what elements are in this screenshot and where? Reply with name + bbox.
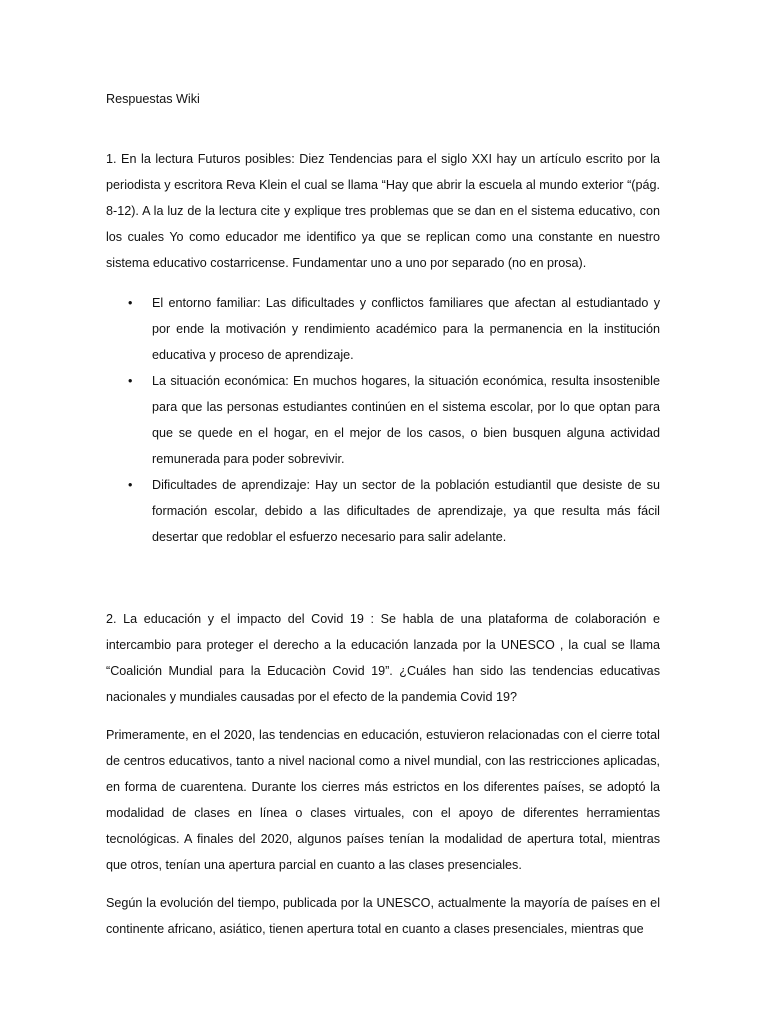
list-item <box>106 290 660 368</box>
problems-list <box>106 290 660 550</box>
list-item <box>106 472 660 550</box>
spacer <box>106 550 660 606</box>
answer-paragraph-1: Primeramente, en el 2020, las tendencias en educación, estuvieron relacionadas con el cierre total de centros educativos, tanto a nivel nacional como a nivel mundial, con las restricciones aplicadas, en forma de cuarentena. Durante los cierres más estrictos en los diferentes países, se adoptó la modalidad de clases en línea o clases virtuales, con el apoyo de diferentes herramientas tecnológicas. A finales del 2020, algunos países tenían la modalidad de apertura total, mientras que otros, tenían una apertura parcial en cuanto a las clases presenciales. <box>106 728 660 872</box>
question-1: 1. En la lectura Futuros posibles: Diez Tendencias para el siglo XXI hay un artículo escrito por la periodista y escritora Reva Klein el cual se llama “Hay que abrir la escuela al mundo exterior “(pág. 8-12). A la luz de la lectura cite y explique tres problemas que se dan en el sistema educativo, con los cuales Yo como educador me identifico ya que se replican como una constante en nuestro sistema educativo costarricense. Fundamentar uno a uno por separado (no en prosa). <box>106 152 660 270</box>
bullet-icon: • <box>128 374 133 388</box>
bullet-icon: • <box>128 478 133 492</box>
answer-paragraph-2: Según la evolución del tiempo, publicada por la UNESCO, actualmente la mayoría de países en el continente africano, asiático, tienen apertura total en cuanto a clases presenciales, mientras que <box>106 896 660 936</box>
document-title: Respuestas Wiki <box>106 92 200 106</box>
list-item-text: Dificultades de aprendizaje: Hay un sector de la población estudiantil que desiste de su formación escolar, debido a las dificultades de aprendizaje, ya que resulta más fácil desertar que redoblar el esfuerzo necesario para salir adelante. <box>152 478 660 544</box>
question-2: 2. La educación y el impacto del Covid 19 : Se habla de una plataforma de colaboración e intercambio para proteger el derecho a la educación lanzada por la UNESCO , la cual se llama “Coalición Mundial para la Educaciòn Covid 19”. ¿Cuáles han sido las tendencias educativas nacionales y mundiales causadas por el efecto de la pandemia Covid 19? <box>106 612 660 704</box>
bullet-icon: • <box>128 296 133 310</box>
document-page <box>106 86 660 942</box>
list-item-text: El entorno familiar: Las dificultades y conflictos familiares que afectan al estudiantado y por ende la motivación y rendimiento académico para la permanencia en la institución educativa y proceso de aprendizaje. <box>152 296 660 362</box>
list-item <box>106 368 660 472</box>
list-item-text: La situación económica: En muchos hogares, la situación económica, resulta insostenible para que las personas estudiantes continúen en el sistema escolar, por lo que optan para que se quede en el hogar, en el mejor de los casos, o bien busquen alguna actividad remunerada para poder sobrevivir. <box>152 374 660 466</box>
